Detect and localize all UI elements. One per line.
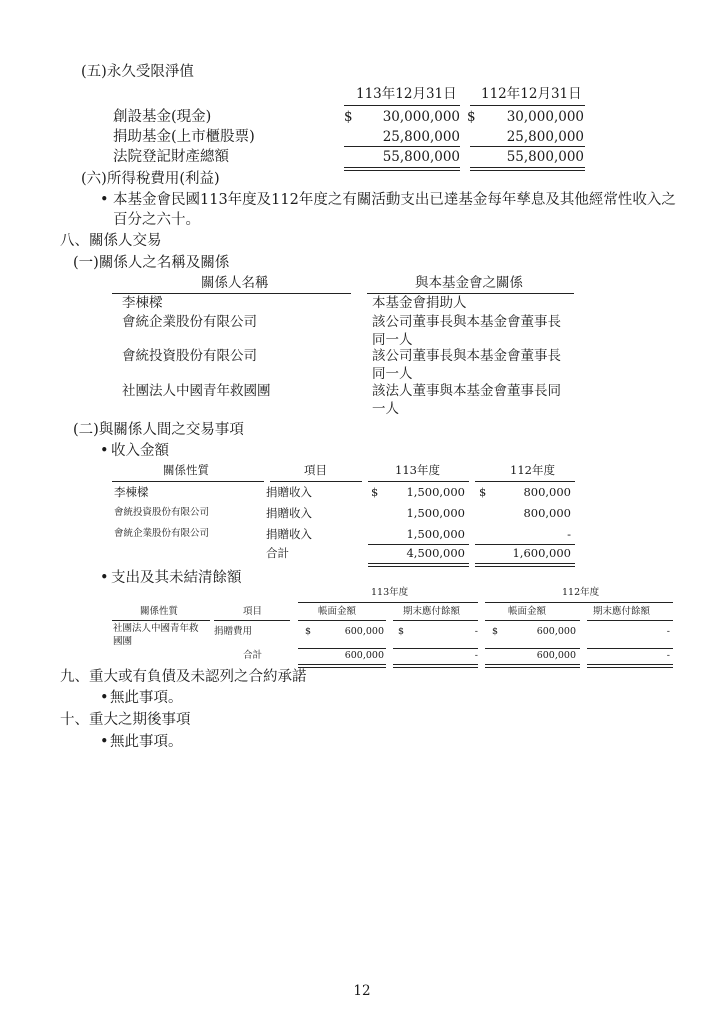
col-112: 112年度: [510, 463, 555, 477]
header-rule: [485, 620, 580, 621]
value-112: 25,800,000: [506, 129, 584, 145]
currency-symbol: $: [305, 626, 312, 637]
party-relation: 本基金會捐助人: [372, 295, 467, 311]
total-double-rule: [475, 563, 575, 567]
total-112: 1,600,000: [512, 546, 571, 560]
item: 捐贈費用: [214, 626, 253, 637]
value-112: 30,000,000: [506, 109, 584, 125]
currency-symbol: $: [467, 109, 476, 125]
related-transactions-heading: (二)與關係人間之交易事項: [73, 422, 244, 438]
party-relation: 該法人董事與本基金會董事長同: [372, 383, 561, 399]
section9-heading: 九、重大或有負債及未認列之合約承諾: [60, 669, 307, 685]
col-nature: 關係性質: [163, 463, 209, 477]
bullet: •: [100, 734, 109, 750]
year-rule: [298, 602, 478, 603]
bullet: •: [100, 570, 109, 586]
total-double-rule: [298, 664, 386, 668]
value-113: 1,500,000: [406, 485, 465, 499]
bullet: •: [100, 443, 109, 459]
page-number: 12: [353, 983, 371, 999]
section8-heading: 八、關係人交易: [60, 233, 162, 249]
expense-heading: 支出及其未結清餘額: [111, 570, 242, 586]
total-payable-112: -: [666, 650, 670, 661]
header-rule: [298, 620, 386, 621]
col-item: 項目: [304, 463, 327, 477]
total-113: 4,500,000: [406, 546, 465, 560]
total-double-rule: [344, 167, 460, 171]
section10-heading: 十、重大之期後事項: [60, 712, 191, 728]
value-113: 1,500,000: [406, 506, 465, 520]
year-rule: [485, 602, 673, 603]
nature: 會統投資股份有限公司: [114, 507, 210, 518]
currency-symbol: $: [398, 626, 405, 637]
col-nature: 關係性質: [140, 606, 179, 617]
value-112: 800,000: [523, 485, 571, 499]
party-name: 會統企業股份有限公司: [122, 314, 257, 330]
section10-text: 無此事項。: [110, 734, 183, 750]
header-rule: [367, 293, 574, 294]
item: 捐贈收入: [266, 485, 312, 499]
header-rule: [368, 481, 469, 482]
currency-symbol: $: [344, 109, 353, 125]
subtotal-rule: [485, 648, 580, 649]
header-rule: [112, 293, 351, 294]
header-rule: [393, 620, 478, 621]
income-tax-text-line1: 本基金會民國113年度及112年度之有關活動支出已達基金每年孳息及其他經常性收入之: [113, 192, 676, 208]
col-payable-112: 期末應付餘額: [593, 606, 651, 617]
col-113-rule: [344, 105, 460, 106]
book-112: 600,000: [536, 626, 576, 637]
value-112: 55,800,000: [506, 149, 584, 165]
subtotal-rule: [475, 544, 575, 545]
income-heading: 收入金額: [111, 443, 169, 459]
total-double-rule: [485, 664, 580, 668]
party-relation-cont: 一人: [372, 401, 399, 417]
currency-symbol: $: [492, 626, 499, 637]
header-rule: [112, 481, 264, 482]
income-tax-heading: (六)所得稅費用(利益): [81, 171, 220, 187]
section9-text: 無此事項。: [110, 690, 183, 706]
subtotal-rule: [368, 544, 469, 545]
net-assets-heading: (五)永久受限淨值: [81, 64, 194, 80]
party-relation-cont: 同一人: [372, 332, 413, 348]
book-113: 600,000: [344, 626, 384, 637]
payable-113: -: [474, 626, 478, 637]
bullet: •: [100, 192, 109, 208]
subtotal-rule: [393, 648, 478, 649]
subtotal-rule: [587, 648, 673, 649]
col-relation: 與本基金會之關係: [415, 275, 523, 291]
party-name: 李棟樑: [122, 295, 163, 311]
total-book-113: 600,000: [344, 650, 384, 661]
party-relation: 該公司董事長與本基金會董事長: [372, 348, 561, 364]
value-112: -: [567, 527, 571, 541]
total-payable-113: -: [474, 650, 478, 661]
party-name: 會統投資股份有限公司: [122, 348, 257, 364]
total-double-rule: [470, 167, 585, 171]
subtotal-rule: [298, 648, 386, 649]
row-label: 創設基金(現金): [113, 109, 212, 125]
income-tax-text-line2: 百分之六十。: [113, 212, 200, 228]
value-113: 1,500,000: [406, 527, 465, 541]
header-rule: [270, 481, 362, 482]
total-double-rule: [368, 563, 469, 567]
header-rule: [214, 620, 290, 621]
header-rule: [587, 620, 673, 621]
subtotal-rule: [470, 146, 585, 147]
col-113: 113年度: [395, 463, 440, 477]
subtotal-rule: [344, 146, 460, 147]
nature: 李棟樑: [114, 485, 149, 499]
nature-cont: 國團: [113, 636, 133, 647]
year-113: 113年度: [371, 587, 409, 598]
year-112: 112年度: [562, 587, 600, 598]
party-relation: 該公司董事長與本基金會董事長: [372, 314, 561, 330]
col-payable-113: 期末應付餘額: [403, 606, 461, 617]
currency-symbol: $: [371, 485, 379, 499]
header-rule: [475, 481, 575, 482]
related-party-names-heading: (一)關係人之名稱及關係: [73, 255, 230, 271]
party-name: 社團法人中國青年救國團: [122, 383, 271, 399]
value-113: 30,000,000: [382, 109, 460, 125]
item: 捐贈收入: [266, 527, 312, 541]
col-item: 項目: [243, 606, 263, 617]
party-relation-cont: 同一人: [372, 366, 413, 382]
item: 捐贈收入: [266, 506, 312, 520]
col-book-113: 帳面金額: [318, 606, 357, 617]
total-label: 合計: [243, 650, 263, 661]
currency-symbol: $: [479, 485, 487, 499]
nature: 社團法人中國青年救: [113, 623, 199, 634]
bullet: •: [100, 690, 109, 706]
value-113: 55,800,000: [382, 149, 460, 165]
value-113: 25,800,000: [382, 129, 460, 145]
col-book-112: 帳面金額: [508, 606, 547, 617]
total-double-rule: [393, 664, 478, 668]
payable-112: -: [666, 626, 670, 637]
total-double-rule: [587, 664, 673, 668]
nature: 會統企業股份有限公司: [114, 528, 210, 539]
total-book-112: 600,000: [536, 650, 576, 661]
net-assets-col-112: 112年12月31日: [481, 86, 582, 102]
col-112-rule: [470, 105, 585, 106]
net-assets-col-113: 113年12月31日: [356, 86, 457, 102]
col-party-name: 關係人名稱: [201, 275, 269, 291]
value-112: 800,000: [523, 506, 571, 520]
total-label: 合計: [266, 546, 289, 560]
row-label: 法院登記財產總額: [113, 149, 229, 165]
header-rule: [112, 620, 210, 621]
row-label: 捐助基金(上市櫃股票): [113, 129, 255, 145]
